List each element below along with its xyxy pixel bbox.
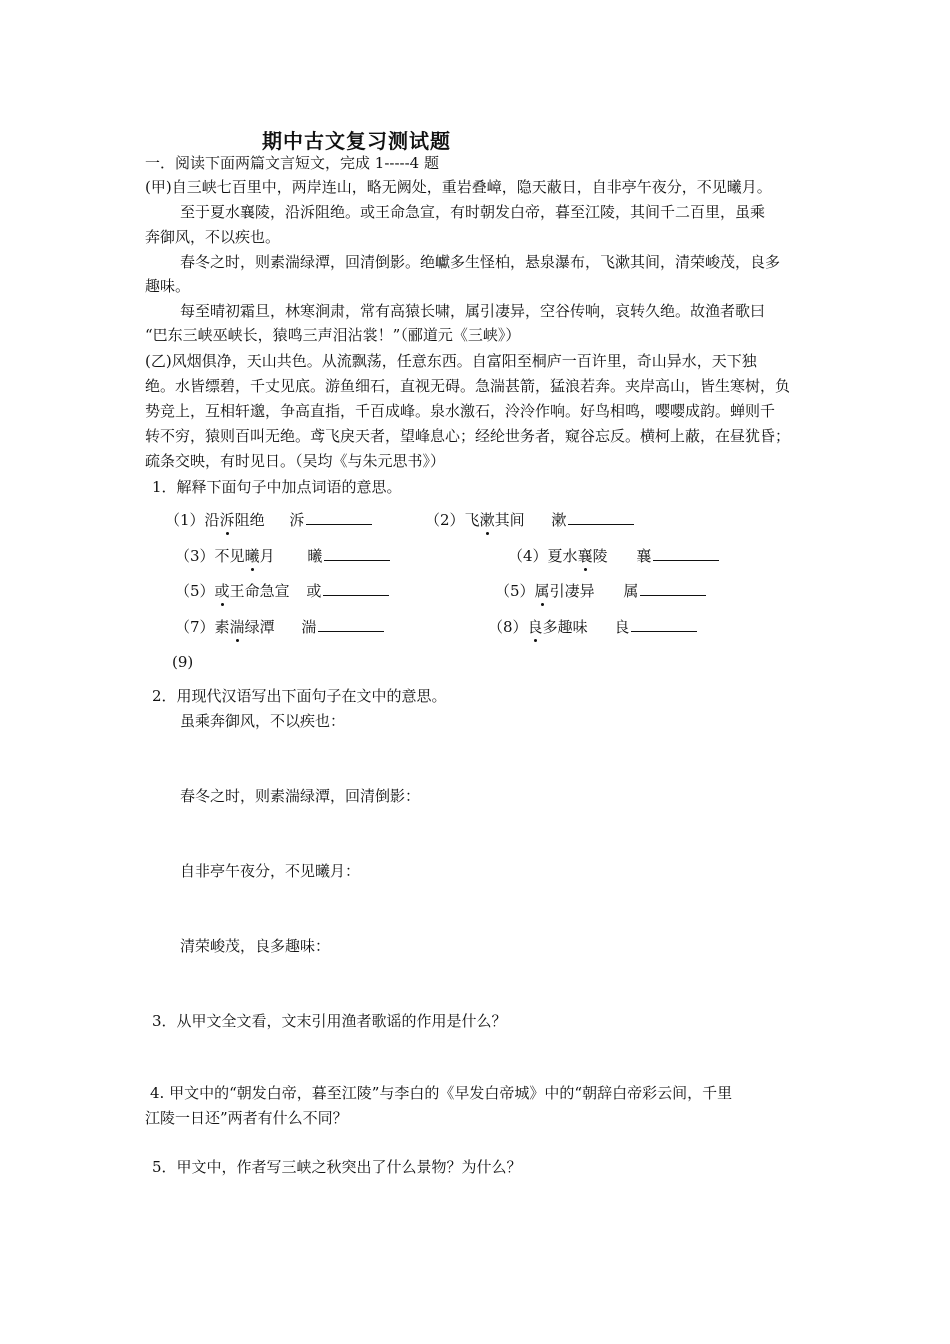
question-3-prompt: 3．从甲文全文看，文末引用渔者歌谣的作用是什么？ (152, 1012, 507, 1030)
answer-blank[interactable] (653, 545, 719, 561)
question-2-prompt: 2．用现代汉语写出下面句子在文中的意思。 (152, 687, 447, 705)
item-number: （3） (175, 547, 215, 565)
question-4-prompt: 4. 甲文中的“朝发白帝，暮至江陵”与李白的《早发白帝城》中的“朝辞白帝彩云间，千里 (150, 1084, 733, 1102)
target-word: 属 (623, 582, 639, 600)
item-number: （7） (175, 618, 215, 636)
passage-a-line: (甲)自三峡七百里中，两岸连山，略无阙处，重岩叠嶂，隐天蔽日，自非亭午夜分，不见曦月。 (145, 178, 772, 196)
passage-a-line: 趣味。 (145, 277, 191, 295)
passage-b-line: 势竞上，互相轩邈，争高直指，千百成峰。泉水激石，泠泠作响。好鸟相鸣，嘤嘤成韵。蝉则千 (145, 402, 776, 420)
item-number: （1） (165, 511, 205, 529)
dotted-word: 良 (527, 618, 543, 636)
answer-blank[interactable] (568, 509, 634, 525)
target-word: 曦 (307, 547, 323, 565)
item-number: （4） (508, 547, 548, 565)
target-word: 或 (306, 582, 322, 600)
passage-a-line: “巴东三峡巫峡长，猿鸣三声泪沾裳！”（郦道元《三峡》） (145, 326, 521, 344)
dotted-word: 或 (214, 582, 230, 600)
passage-a-line: 每至晴初霜旦，林寒涧肃，常有高猿长啸，属引凄异，空谷传响，哀转久绝。故渔者歌曰 (180, 302, 766, 320)
answer-blank[interactable] (318, 616, 384, 632)
vocab-item (488, 616, 697, 637)
item-number: （2） (425, 511, 465, 529)
answer-blank[interactable] (324, 545, 390, 561)
dotted-word: 漱 (479, 511, 495, 529)
item-text: 夏水 (547, 547, 578, 565)
item-text: 多趣味 (542, 618, 588, 636)
dotted-word: 湍 (229, 618, 245, 636)
item-text: 绿潭 (244, 618, 275, 636)
vocab-item (175, 545, 390, 566)
answer-blank[interactable] (631, 616, 697, 632)
target-word: 泝 (289, 511, 305, 529)
passage-a-line: 春冬之时，则素湍绿潭，回清倒影。绝巘多生怪柏，悬泉瀑布，飞漱其间，清荣峻茂，良多 (180, 253, 781, 271)
item-text: 王命急宣 (229, 582, 290, 600)
item-text: 素 (214, 618, 230, 636)
question-4-prompt-cont: 江陵一日还”两者有什么不同？ (145, 1109, 348, 1127)
passage-b-line: 转不穷，猿则百叫无绝。鸢飞戾天者，望峰息心；经纶世务者，窥谷忘反。横柯上蔽，在昼犹昏； (145, 427, 791, 445)
passage-a-line: 至于夏水襄陵，沿泝阻绝。或王命急宣，有时朝发白帝，暮至江陵，其间千二百里，虽乘 (180, 203, 766, 221)
vocab-item (495, 580, 706, 601)
item-text: 阻绝 (234, 511, 265, 529)
question-2-sentence: 春冬之时，则素湍绿潭，回清倒影： (180, 787, 421, 805)
item-text: 沿 (204, 511, 220, 529)
dotted-word: 泝 (219, 511, 235, 529)
passage-b-line: (乙)风烟俱净，天山共色。从流飘荡，任意东西。自富阳至桐庐一百许里，奇山异水，天下独 (145, 352, 757, 370)
vocab-item (175, 580, 389, 601)
section-instruction: 一．阅读下面两篇文言短文，完成 1-----4 题 (145, 154, 439, 172)
target-word: 漱 (551, 511, 567, 529)
question-2-sentence: 清荣峻茂，良多趣味： (180, 937, 331, 955)
target-word: 湍 (301, 618, 317, 636)
dotted-word: 属 (534, 582, 550, 600)
question-2-sentence: 自非亭午夜分，不见曦月： (180, 862, 361, 880)
question-1-prompt: 1．解释下面句子中加点词语的意思。 (152, 478, 402, 496)
vocab-item (508, 545, 719, 566)
question-5-prompt: 5．甲文中，作者写三峡之秋突出了什么景物？为什么？ (152, 1158, 522, 1176)
vocab-item (425, 509, 634, 530)
item-text: 引凄异 (549, 582, 595, 600)
answer-blank[interactable] (640, 580, 706, 596)
item-text: 其间 (494, 511, 525, 529)
page-title: 期中古文复习测试题 (262, 129, 451, 153)
item-number: （5） (495, 582, 535, 600)
item-text: 飞 (464, 511, 480, 529)
target-word: 良 (614, 618, 630, 636)
passage-b-line: 绝。水皆缥碧，千丈见底。游鱼细石，直视无碍。急湍甚箭，猛浪若奔。夹岸高山，皆生寒树，负 (145, 377, 791, 395)
passage-b-line: 疏条交映，有时见日。（吴均《与朱元思书》） (145, 452, 446, 470)
answer-blank[interactable] (306, 509, 372, 525)
question-2-sentence: 虽乘奔御风，不以疾也： (180, 712, 346, 730)
answer-blank[interactable] (323, 580, 389, 596)
dotted-word: 曦 (244, 547, 260, 565)
vocab-item (165, 509, 372, 530)
item-number: （8） (488, 618, 528, 636)
item-text: 不见 (214, 547, 245, 565)
vocab-item (175, 616, 384, 637)
item-text: 月 (259, 547, 275, 565)
item-9: (9) (172, 653, 194, 671)
passage-a-line: 奔御风，不以疾也。 (145, 228, 281, 246)
item-number: （5） (175, 582, 215, 600)
target-word: 襄 (636, 547, 652, 565)
item-text: 陵 (592, 547, 608, 565)
dotted-word: 襄 (577, 547, 593, 565)
